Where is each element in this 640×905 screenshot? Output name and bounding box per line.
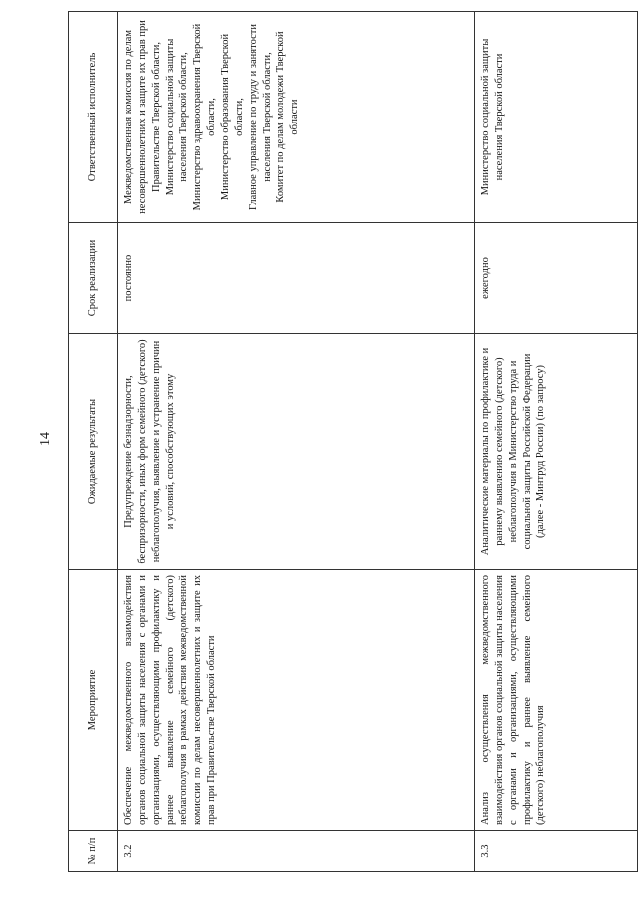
responsible-line: Министерство образования Тверской области, xyxy=(220,33,245,201)
page-number: 14 xyxy=(38,432,53,446)
cell-responsible xyxy=(475,12,638,223)
header-num: № п/п xyxy=(69,831,118,872)
cell-num: 3.3 xyxy=(475,831,638,872)
cell-result: Предупреждение безнадзорности, беспризорности, иных форм семейного (детского) неблагополучия, выявление и устранение причин и условий, способствующих этому xyxy=(118,334,475,570)
cell-num: 3.2 xyxy=(118,831,475,872)
header-event: Мероприятие xyxy=(69,570,118,831)
cell-event: Обеспечение межведомственного взаимодействия органов социальной защиты населения с органами и организациями, осуществляющими профилактику и раннее выявление семейного (детского) неблагополучия в рамках действия межведомственной комиссии по делам несовершеннолетних и защите их прав при Правительстве Тверской области xyxy=(118,570,475,831)
events-table xyxy=(68,11,638,872)
header-result: Ожидаемые результаты xyxy=(69,334,118,570)
rotated-table-container xyxy=(68,20,638,872)
cell-event: Анализ осуществления межведомственного взаимодействия органов социальной защиты населения с органами и организациями, осуществляющими профилактику и раннее выявление семейного (детского) неблагополучия xyxy=(475,570,638,831)
responsible-line: Министерство здравоохранения Тверской области, xyxy=(192,23,218,211)
responsible-line: Межведомственная комиссия по делам несовершеннолетних и защите их прав при Правительстве Тверской области, xyxy=(123,20,162,214)
header-term: Срок реализации xyxy=(69,223,118,334)
table-header-row xyxy=(69,12,118,872)
responsible-line: Министерство социальной защиты населения Тверской области, xyxy=(164,38,190,196)
cell-responsible xyxy=(118,12,475,223)
cell-result: Аналитические материалы по профилактике и раннему выявлению семейного (детского) неблагополучия в Министерство труда и социальной защиты Российской Федерации (далее - Минтруд России) (по запросу) xyxy=(475,334,638,570)
responsible-line: Главное управление по труду и занятости населения Тверской области, xyxy=(247,24,273,210)
cell-term: ежегодно xyxy=(475,223,638,334)
responsible-line: Министерство социальной защиты населения Тверской области xyxy=(480,38,505,196)
table-row xyxy=(475,12,638,872)
header-responsible: Ответственный исполнитель xyxy=(69,12,118,223)
cell-term: постоянно xyxy=(118,223,475,334)
responsible-line: Комитет по делам молодежи Тверской области xyxy=(275,31,301,203)
table-row xyxy=(118,12,475,872)
